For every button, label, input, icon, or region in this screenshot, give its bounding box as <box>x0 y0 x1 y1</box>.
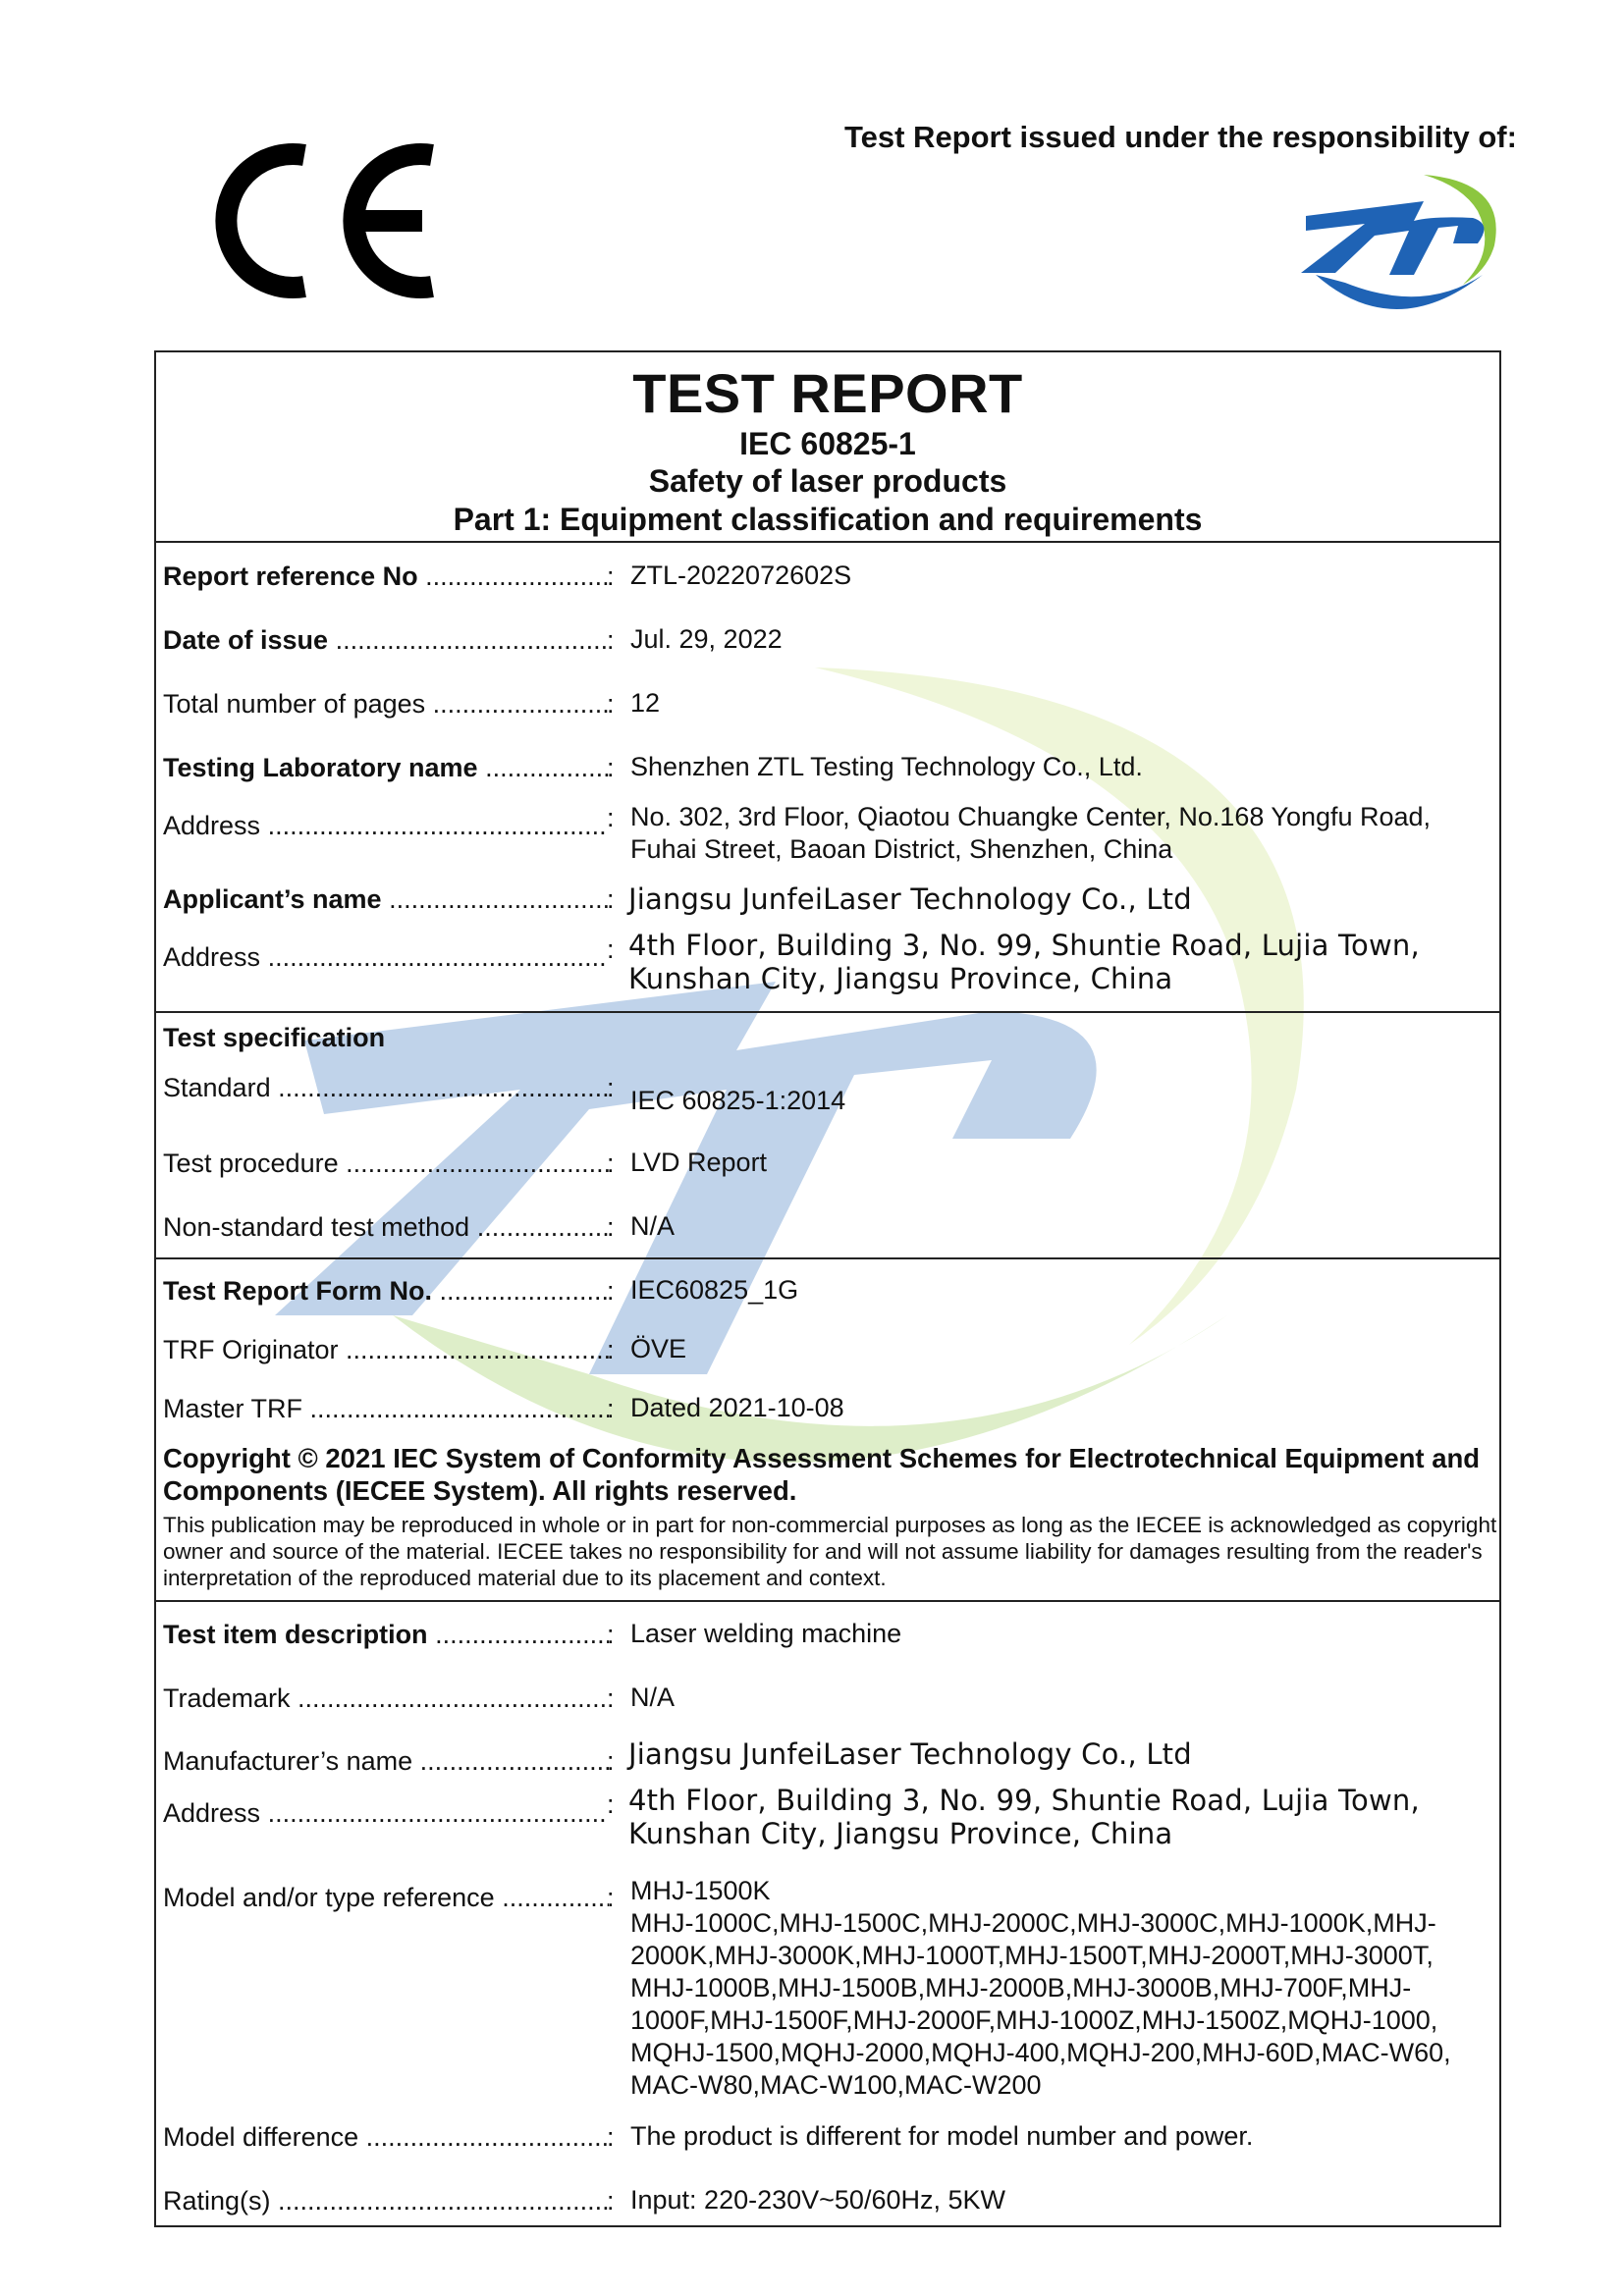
field-value: LVD Report <box>630 1148 768 1177</box>
ce-mark-logo <box>206 137 442 304</box>
field-value: ÖVE <box>630 1334 687 1363</box>
field-label: Total number of pages ..... <box>163 687 609 721</box>
divider <box>154 1011 1501 1013</box>
field-value: Laser welding machine <box>630 1619 902 1648</box>
report-title: TEST REPORT <box>632 362 1023 424</box>
field-value: The product is different for model number and power. <box>630 2121 1254 2151</box>
report-subtitle: Safety of laser products <box>648 463 1007 499</box>
field-value: No. 302, 3rd Floor, Qiaotou Chuangke Center, No.168 Yongfu Road, Fuhai Street, Baoan District, Shenzhen, China <box>630 802 1432 864</box>
field-value: Shenzhen ZTL Testing Technology Co., Ltd. <box>630 752 1143 781</box>
model-list-line: 2000K,MHJ-3000K,MHJ-1000T,MHJ-1500T,MHJ-2000T,MHJ-3000T, <box>630 1941 1434 1970</box>
report-standard: IEC 60825-1 <box>739 426 916 461</box>
field-label: Test Report Form No. ..... <box>163 1274 609 1308</box>
field-value: Jiangsu JunfeiLaser Technology Co., Ltd <box>628 1737 1192 1771</box>
divider <box>154 1257 1501 1259</box>
responsibility-text: Test Report issued under the responsibility of: <box>844 120 1517 154</box>
field-value: Input: 220-230V~50/60Hz, 5KW <box>630 2185 1005 2215</box>
divider <box>154 541 1501 543</box>
field-label: Address ..... <box>163 809 609 842</box>
field-value: N/A <box>630 1682 676 1712</box>
field-value: IEC 60825-1:2014 <box>630 1086 846 1115</box>
field-value: N/A <box>630 1211 676 1241</box>
copyright-body: This publication may be reproduced in whole or in part for non-commercial purposes as long as the IECEE is acknowledged as copyright owner and source of the material. IECEE takes no responsibility for and will not assume liability for damages resulting from the reader's interpretation of the reproduced material due to its placement and context. <box>163 1513 1497 1590</box>
field-label: Test procedure ..... <box>163 1147 609 1180</box>
field-label: Non-standard test method ..... <box>163 1210 609 1244</box>
field-label: TRF Originator ..... <box>163 1333 609 1366</box>
field-label: Address ..... <box>163 1796 609 1830</box>
field-label: Master TRF ..... <box>163 1392 609 1425</box>
model-main: MHJ-1500K <box>630 1876 771 1905</box>
field-value: 4th Floor, Building 3, No. 99, Shuntie Road, Lujia Town, Kunshan City, Jiangsu Province, China <box>628 1784 1420 1850</box>
field-value: Jul. 29, 2022 <box>630 624 783 654</box>
section-heading-test-specification: Test specification <box>163 1023 386 1052</box>
ztl-logo <box>1276 157 1512 324</box>
field-label: Testing Laboratory name ..... <box>163 751 609 784</box>
report-part: Part 1: Equipment classification and requirements <box>453 502 1203 537</box>
field-label: Test item description ..... <box>163 1618 609 1651</box>
field-label: Manufacturer’s name ..... <box>163 1744 609 1778</box>
field-value: ZTL-2022072602S <box>630 561 852 590</box>
field-label: Model and/or type reference ..... <box>163 1881 609 1914</box>
field-value: 4th Floor, Building 3, No. 99, Shuntie Road, Lujia Town, Kunshan City, Jiangsu Province, China <box>628 929 1420 995</box>
field-label: Applicant’s name ..... <box>163 882 609 916</box>
model-list-line: MHJ-1000B,MHJ-1500B,MHJ-2000B,MHJ-3000B,MHJ-700F,MHJ- <box>630 1973 1412 2002</box>
divider <box>154 1600 1501 1602</box>
model-list-line: MQHJ-1500,MQHJ-2000,MQHJ-400,MQHJ-200,MHJ-60D,MAC-W60, <box>630 2038 1451 2067</box>
field-label: Model difference ..... <box>163 2120 609 2154</box>
field-label: Address ..... <box>163 940 609 974</box>
copyright-title: Copyright © 2021 IEC System of Conformity Assessment Schemes for Electrotechnical Equipment and Components (IECEE System). All rights reserved. <box>163 1443 1481 1506</box>
field-value: 12 <box>630 688 661 718</box>
field-label: Trademark ..... <box>163 1682 609 1715</box>
field-label: Standard ..... <box>163 1071 609 1104</box>
field-value: Dated 2021-10-08 <box>630 1393 844 1422</box>
model-list-line: 1000F,MHJ-1500F,MHJ-2000F,MHJ-1000Z,MHJ-1500Z,MQHJ-1000, <box>630 2005 1438 2035</box>
field-label: Rating(s) ..... <box>163 2184 609 2217</box>
field-value <box>630 1875 1494 2102</box>
field-value: IEC60825_1G <box>630 1275 799 1305</box>
model-list-line: MHJ-1000C,MHJ-1500C,MHJ-2000C,MHJ-3000C,MHJ-1000K,MHJ- <box>630 1908 1436 1938</box>
field-label: Date of issue ..... <box>163 623 609 657</box>
field-value: Jiangsu JunfeiLaser Technology Co., Ltd <box>628 882 1192 916</box>
model-list-line: MAC-W80,MAC-W100,MAC-W200 <box>630 2070 1042 2100</box>
field-label: Report reference No ..... <box>163 560 609 593</box>
